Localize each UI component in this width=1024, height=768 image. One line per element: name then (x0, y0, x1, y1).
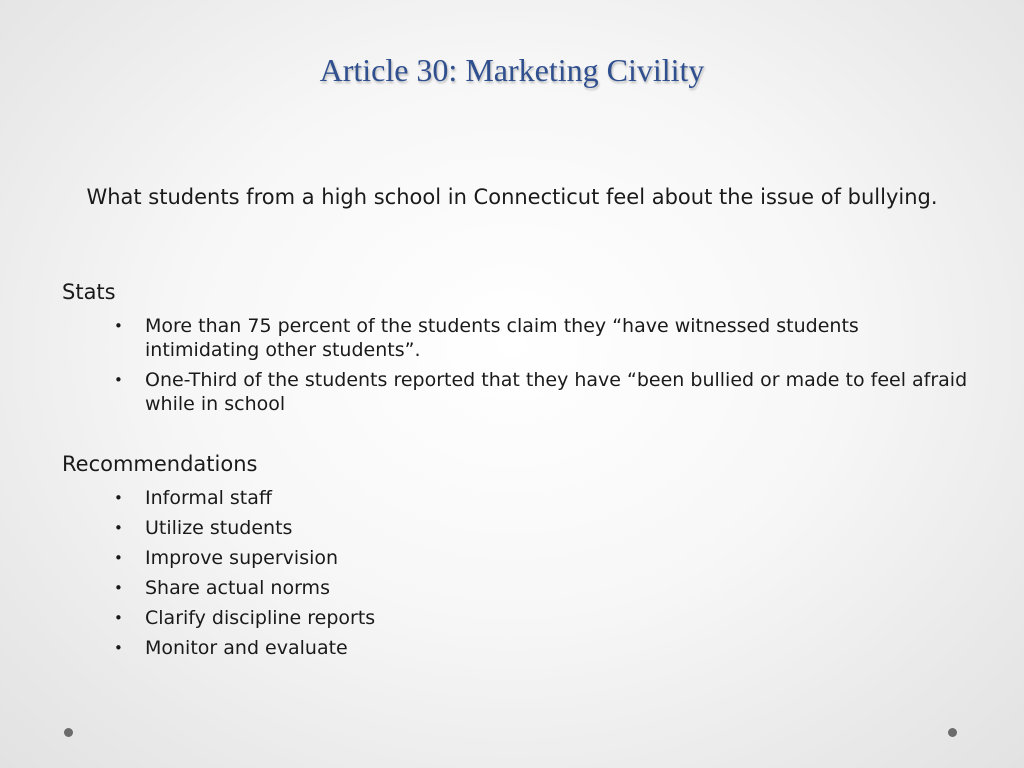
stats-list (110, 314, 968, 422)
list-item (110, 576, 968, 600)
list-item-text: Share actual norms (145, 577, 330, 599)
recommendations-list (110, 486, 968, 666)
slide-subtitle: What students from a high school in Connecticut feel about the issue of bullying. (86, 185, 938, 209)
list-item (110, 636, 968, 660)
list-item (110, 606, 968, 630)
list-item (110, 368, 968, 416)
list-item (110, 516, 968, 540)
bullet-icon: • (114, 609, 123, 627)
bullet-icon: • (114, 519, 123, 537)
bullet-icon: • (114, 549, 123, 567)
bullet-icon: • (114, 579, 123, 597)
left-corner-dot-icon (64, 728, 73, 737)
slide-title: Article 30: Marketing Civility (319, 52, 705, 88)
list-item-text: Monitor and evaluate (145, 637, 348, 659)
bullet-icon: • (114, 371, 123, 389)
list-item-text: One-Third of the students reported that they have “been bullied or made to feel afraid while in school (145, 369, 968, 415)
right-corner-dot-icon (948, 728, 957, 737)
list-item (110, 546, 968, 570)
list-item-text: Improve supervision (145, 547, 339, 569)
recommendations-heading: Recommendations (62, 452, 258, 476)
bullet-icon: • (114, 489, 123, 507)
list-item-text: Informal staff (145, 487, 272, 509)
bullet-icon: • (114, 317, 123, 335)
stats-heading: Stats (62, 280, 116, 304)
list-item-text: Clarify discipline reports (145, 607, 376, 629)
list-item (110, 486, 968, 510)
bullet-icon: • (114, 639, 123, 657)
list-item-text: More than 75 percent of the students claim they “have witnessed students intimidating other students”. (145, 315, 859, 361)
list-item-text: Utilize students (145, 517, 293, 539)
list-item (110, 314, 968, 362)
